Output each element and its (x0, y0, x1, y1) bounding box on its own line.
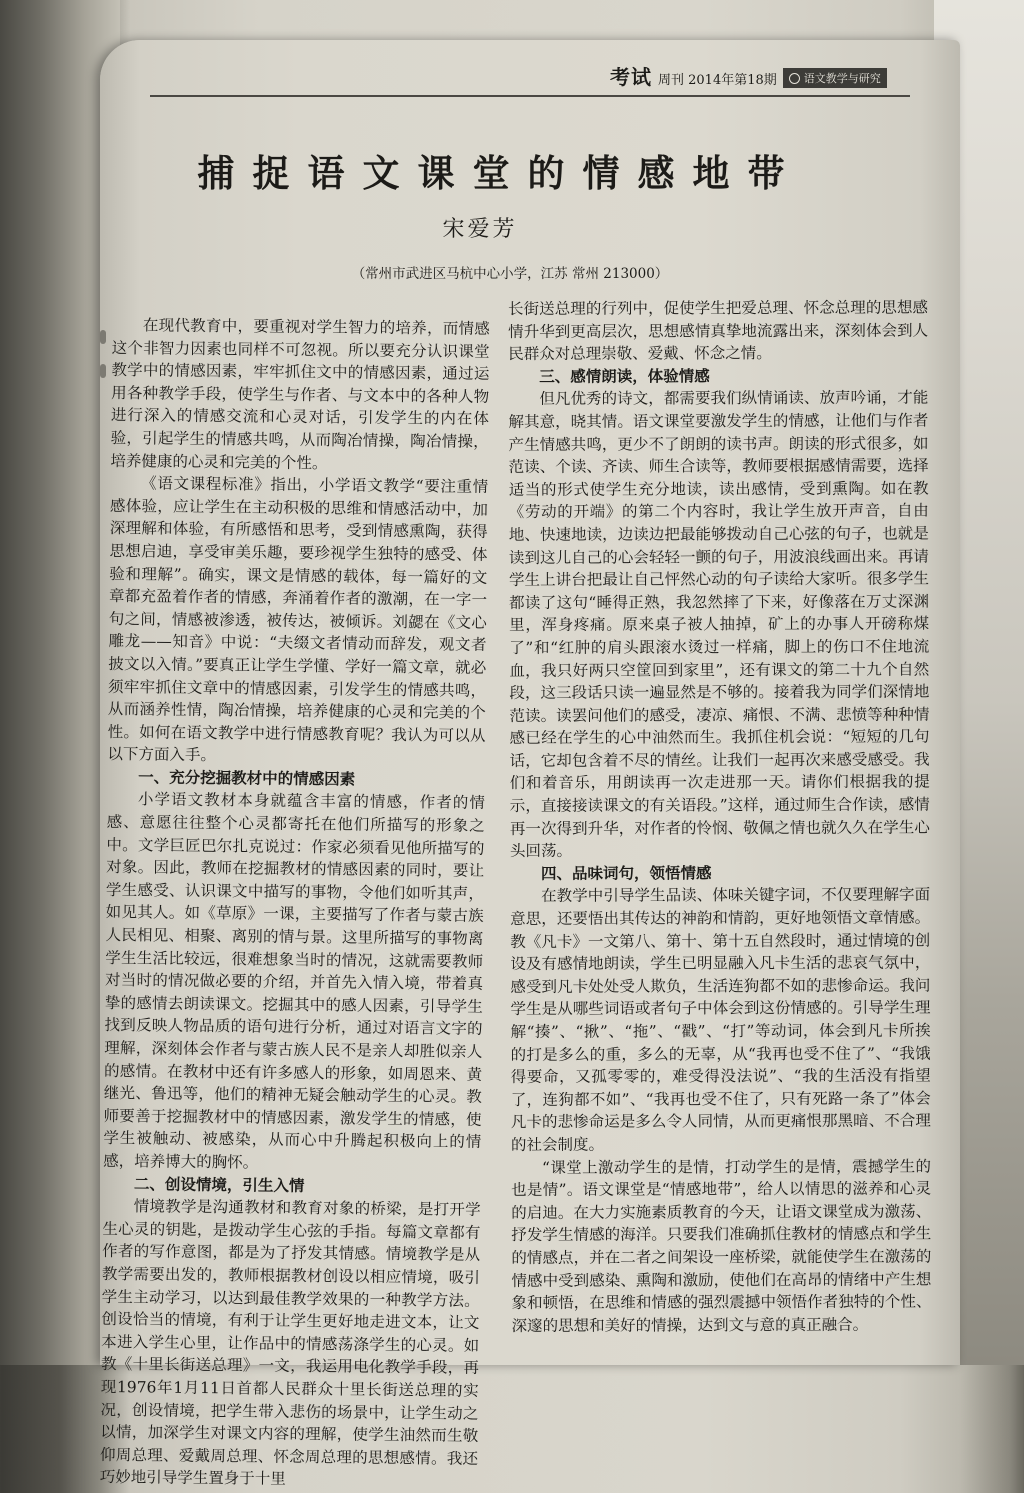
body-paragraph: 长街送总理的行列中，促使学生把爱总理、怀念总理的思想感情升华到更高层次，思想感情真挚地流露出来，深刻体会到人民群众对总理崇敬、爱戴、怀念之情。 (508, 298, 929, 364)
body-paragraph: 情境教学是沟通教材和教育对象的桥梁，是打开学生心灵的钥匙，是拨动学生心弦的手指。每篇文章都有作者的写作意图，都是为了抒发其情感。情境教学是从教学需要出发的，教师根据教材创设以相应情境，吸引学生主动学习，以达到最佳教学效果的一种教学方法。创设恰当的情境，有利于让学生更好地走进文本，让文本进入学生心里，让作品中的情感荡涤学生的心灵。如教《十里长街送总理》一文，我运用电化教学手段，再现1976年1月11日首都人民群众十里长街送总理的实况，创设情境，把学生带入悲伤的场景中，让学生动之以情，加深学生对课文内容的理解，使学生油然而生敬仰周总理、爱戴周总理、怀念周总理的思想感情。我还巧妙地引导学生置身于十里 (99, 1197, 481, 1489)
article-title: 捕捉语文课堂的情感地带 (197, 152, 803, 195)
section-heading: 二、创设情境，引生入情 (133, 1174, 305, 1195)
left-text-column (100, 314, 490, 1493)
body-paragraph: 在教学中引导学生品读、体味关键字词，不仅要理解字面意思，还要悟出其传达的神韵和情韵，更好地领悟文章情感。教《凡卡》一文第八、第十、第十五自然段时，通过情境的创设及有感情地朗读，学生已明显融入凡卡生活的悲哀气氛中，感受到凡卡处处受人欺负，生活连狗都不如的悲惨命运。我问学生是从哪些词语或者句子中体会到这份情感的。引导学生理解“揍”、“揪”、“拖”、“戳”、“打”等动词，体会到凡卡所挨的打是多么的重，多么的无辜，从“我再也受不住了”、“我饿得要命，又孤零零的，难受得没法说”、“我的生活没有指望了，连狗都不如”、“我再也受不住了，只有死路一条了”体会凡卡的悲惨命运是多么令人同情，从而更痛恨那黑暗、不合理的社会制度。 (510, 885, 931, 1154)
binding-hole (100, 364, 106, 378)
journal-issue: 周刊 2014年第18期 (658, 73, 777, 88)
binding-hole (100, 330, 106, 344)
article-author: 宋爱芳 (442, 217, 518, 242)
section-heading: 三、感情朗读，体验情感 (539, 367, 710, 386)
body-paragraph: 但凡优秀的诗文，都需要我们纵情诵读、放声吟诵，才能解其意，晓其情。语文课堂要激发学生的情感，让他们与作者产生情感共鸣，更少不了朗朗的读书声。朗读的形式很多，如范读、个读、齐读、师生合读等，教师要根据感情需要，选择适当的形式使学生充分地读，读出感情，受到熏陶。如在教《劳动的开端》的第二个内容时，我让学生放开声音，自由地、快速地读，边读边把最能够拨动自己心弦的句子，也就是读到这儿自己的心会轻轻一颤的句子，用波浪线画出来。再请学生上讲台把最让自己怦然心动的句子读给大家听。很多学生都读了这句“睡得正熟，我忽然摔了下来，好像落在万丈深渊里，浑身疼痛。原来桌子被人抽掉，矿上的办事人开磅称煤了”和“红肿的肩头跟滚水烫过一样痛，脚上的伤口不住地流血，我只好两只空筐回到家里”，还有课文的第二十九个自然段，这三段话只读一遍显然是不够的。接着我为同学们深情地范读。读罢问他们的感受，凄凉、痛恨、不满、悲愤等种种情感已经在学生的心中油然而生。我抓住机会说：“短短的几句话，它却包含着不尽的情丝。让我们一起再次来感受感受。我们和着音乐，用朗读再一次走进那一天。请你们根据我的提示，直接接读课文的有关语段。”这样，通过师生合作读，感情再一次得到升华，对作者的怜悯、敬佩之情也就久久在学生心头回荡。 (508, 388, 930, 861)
body-paragraph: 小学语文教材本身就蕴含丰富的情感，作者的情感、意愿往往整个心灵都寄托在他们所描写的形象之中。文学巨匠巴尔扎克说过：作家必须看见他所描写的对象。因此，教师在挖掘教材的情感因素的同时，要让学生感受、认识课文中描写的事物，令他们如听其声，如见其人。如《草原》一课，主要描写了作者与蒙古族人民相见、相聚、离别的情与景。这里所描写的事物离学生生活比较远，很难想象当时的情况，这就需要教师对当时的情况做必要的介绍，并首先入情入境，带着真挚的感情去朗读课文。挖掘其中的感人因素，引导学生找到反映人物品质的语句进行分析，通过对语言文字的理解，深刻体会作者与蒙古族人民不是亲人却胜似亲人的感情。在教材中还有许多感人的形象，如周恩来、黄继光、鲁迅等，他们的精神无疑会触动学生的心灵。教师要善于挖掘教材中的情感因素，激发学生的情感，使学生被触动、被感染，从而心中升腾起积极向上的情感，培养博大的胸怀。 (103, 790, 485, 1172)
section-heading: 一、充分挖掘教材中的情感因素 (138, 768, 356, 789)
author-affiliation: （常州市武进区马杭中心小学，江苏 常州 213000） (351, 266, 669, 282)
body-paragraph: “课堂上激动学生的是情，打动学生的是情，震撼学生的也是情”。语文课堂是“情感地带”，给人以情思的滋养和心灵的启迪。在大力实施素质教育的今天，让语文课堂成为激荡、抒发学生情感的海洋。只要我们准确抓住教材的情感点和学生的情感点，并在二者之间架设一座桥梁，就能使学生在激荡的情感中受到感染、熏陶和激励，使他们在高昂的情绪中产生想象和顿悟，在思维和情感的强烈震撼中领悟作者独特的个性、深邃的思想和美好的情操，达到文与意的真正融合。 (511, 1157, 932, 1335)
header-rule (150, 95, 910, 97)
section-badge-label: 语文教学与研究 (803, 72, 881, 85)
section-heading: 四、品味词句，领悟情感 (540, 864, 712, 883)
section-badge (783, 68, 887, 88)
running-header (610, 60, 910, 90)
right-text-column (508, 297, 932, 1338)
binding-holes (100, 330, 110, 390)
body-paragraph: 《语文课程标准》指出，小学语文教学“要注重情感体验，应让学生在主动积极的思维和情感活动中，加深理解和体验，有所感悟和思考，受到情感熏陶，获得思想启迪，享受审美乐趣，要珍视学生独特的感受、体验和理解”。确实，课文是情感的载体，每一篇好的文章都充盈着作者的情感，奔涌着作者的激潮，在一字一句之间，情感被渗透，被传达，被倾诉。刘勰在《文心雕龙——知音》中说：“夫缀文者情动而辞发，观文者披文以入情。”要真正让学生学懂、学好一篇文章，就必须牢牢抓住文章中的情感因素，引发学生的情感共鸣，从而涵养性情，陶冶情操，培养健康的心灵和完美的个性。如何在语文教学中进行情感教育呢？我认为可以从以下方面入手。 (107, 474, 489, 765)
body-paragraph: 在现代教育中，要重视对学生智力的培养，而情感这个非智力因素也同样不可忽视。所以要充分认识课堂教学中的情感因素，牢牢抓住文中的情感因素，通过运用各种教学手段，使学生与作者、与文本中的各种人物进行深入的情感交流和心灵对话，引发学生的内在体验，引起学生的情感共鸣，从而陶冶情操，陶冶情操，培养健康的心灵和完美的个性。 (110, 316, 490, 472)
circle-icon (789, 73, 800, 84)
journal-name: 考试 (610, 65, 652, 89)
